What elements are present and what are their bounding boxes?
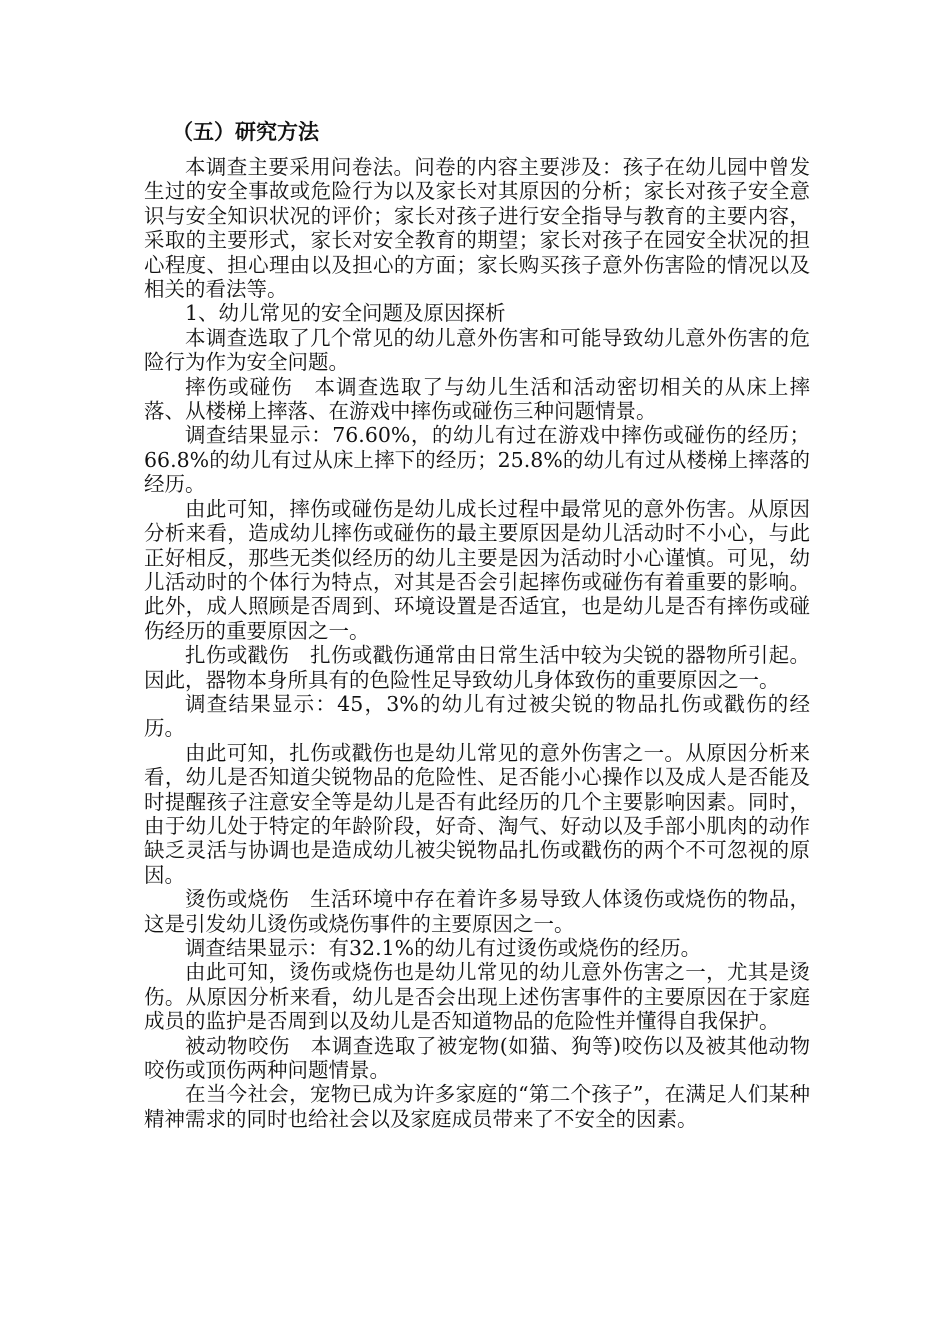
- paragraph-fall-injury: 摔伤或碰伤 本调查选取了与幼儿生活和活动密切相关的从床上摔落、从楼梯上摔落、在游戏中摔伤或碰伤三种问题情景。: [144, 374, 810, 424]
- section-heading: （五）研究方法: [172, 120, 319, 144]
- paragraph-method-intro: 本调查主要采用问卷法。问卷的内容主要涉及：孩子在幼儿园中曾发生过的安全事故或危险行为以及家长对其原因的分析；家长对孩子安全意识与安全知识状况的评价；家长对孩子进行安全指导与教育的主要内容，采取的主要形式，家长对安全教育的期望；家长对孩子在园安全状况的担心程度、担心理由以及担心的方面；家长购买孩子意外伤害险的情况以及相关的看法等。: [144, 155, 810, 302]
- paragraph-puncture-injury: 扎伤或戳伤 扎伤或戳伤通常由日常生活中较为尖锐的器物所引起。因此，器物本身所具有的色险性足导致幼儿身体致伤的重要原因之一。: [144, 643, 810, 692]
- paragraph-pets: 在当今社会，宠物已成为许多家庭的“第二个孩子”，在满足人们某种精神需求的同时也给社会以及家庭成员带来了不安全的因素。: [144, 1082, 810, 1131]
- paragraph-puncture-results: 调查结果显示：45，3%的幼儿有过被尖锐的物品扎伤或戳伤的经历。: [144, 691, 810, 741]
- paragraph-burn-injury: 烫伤或烧伤 生活环境中存在着许多易导致人体烫伤或烧伤的物品，这是引发幼儿烫伤或烧伤事件的主要原因之一。: [144, 887, 810, 936]
- paragraph-burn-results: 调查结果显示：有32.1%的幼儿有过烫伤或烧伤的经历。: [185, 936, 702, 960]
- paragraph-burn-analysis: 由此可知，烫伤或烧伤也是幼儿常见的幼儿意外伤害之一，尤其是烫伤。从原因分析来看，幼儿是否会出现上述伤害事件的主要原因在于家庭成员的监护是否周到以及幼儿是否知道物品的危险性并懂得自我保护。: [144, 960, 810, 1034]
- paragraph-subheading-safety-issues: 1、幼儿常见的安全问题及原因探析: [185, 301, 506, 326]
- document-body: [144, 120, 810, 1131]
- paragraph-fall-analysis: 由此可知，摔伤或碰伤是幼儿成长过程中最常见的意外伤害。从原因分析来看，造成幼儿摔伤或碰伤的最主要原因是幼儿活动时不小心，与此正好相反，那些无类似经历的幼儿主要是因为活动时小心谨慎。可见，幼儿活动时的个体行为特点，对其是否会引起摔伤或碰伤有着重要的影响。此外，成人照顾是否周到、环境设置是否适宜，也是幼儿是否有摔伤或碰伤经历的重要原因之一。: [144, 496, 810, 643]
- paragraph-puncture-analysis: 由此可知，扎伤或戳伤也是幼儿常见的意外伤害之一。从原因分析来看，幼儿是否知道尖锐物品的危险性、足否能小心操作以及成人是否能及时提醒孩子注意安全等是幼儿是否有此经历的几个主要影响因素。同时，由于幼儿处于特定的年龄阶段，好奇、淘气、好动以及手部小肌肉的动作缺乏灵活与协调也是造成幼儿被尖锐物品扎伤或戳伤的两个不可忽视的原因。: [144, 740, 810, 887]
- paragraph-animal-bite: 被动物咬伤 本调查选取了被宠物(如猫、狗等)咬伤以及被其他动物咬伤或顶伤两种问题情景。: [144, 1033, 810, 1083]
- paragraph-fall-results: 调查结果显示：76.60%，的幼儿有过在游戏中摔伤或碰伤的经历；66.8%的幼儿有过从床上摔下的经历；25.8%的幼儿有过从楼梯上摔落的经历。: [144, 423, 810, 497]
- paragraph-selection-intro: 本调查选取了几个常见的幼儿意外伤害和可能导致幼儿意外伤害的危险行为作为安全问题。: [144, 325, 810, 375]
